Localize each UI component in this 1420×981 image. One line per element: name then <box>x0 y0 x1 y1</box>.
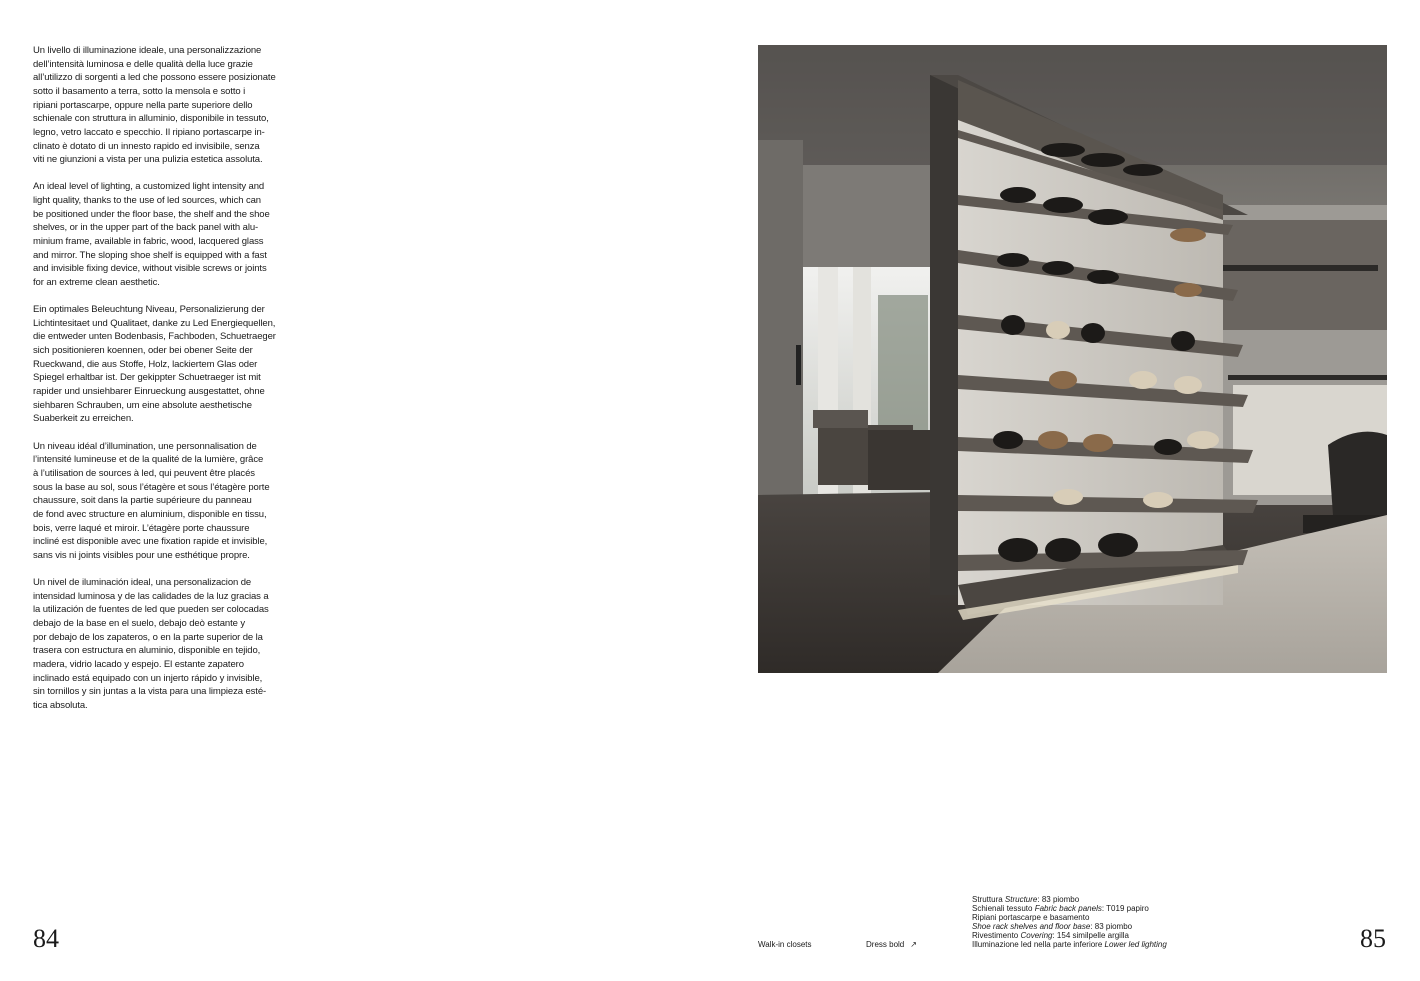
arrow-up-right-icon: ↗ <box>910 940 917 949</box>
spec-line: Struttura Structure: 83 piombo <box>972 895 1080 904</box>
spec-line: Illuminazione led nella parte inferiore Lower led lighting <box>972 940 1167 950</box>
spec-line: Ripiani portascarpe e basamento <box>972 913 1090 923</box>
spec-line: Schienali tessuto Fabric back panels: T019 papiro <box>972 904 1149 914</box>
paragraph-german: Ein optimales Beleuchtung Niveau, Personalizierung der Lichtintesitaet und Qualitaet, danke zu Led Energiequellen, die entweder unten Bodenbasis, Fachboden, Schuetraeger sich positionieren koennen, oder bei obener Seite der Rueckwand, die aus Stoffe, Holz, lackiertem Glas oder Spiegel erhaltbar ist. Der gekippter Schuetraeger ist mit rapider und unsiehbarer Einrueckung ausgestattet, ohne siehbaren Schrauben, um eine absolute aesthetische Suaberkeit zu erreichen. <box>33 304 276 425</box>
paragraph-english: An ideal level of lighting, a customized light intensity and light quality, thanks to the use of led sources, which can be positioned under the floor base, the shelf and the shoe shelves, or in the upper part of the back panel with alu- minium frame, available in fabric, wood, lacquered glass and mirror. The sloping shoe shelf is equipped with a fast and invisible fixing device, without visible screws or joints for an extreme clean aesthetic. <box>33 181 270 288</box>
page-number-left: 84 <box>33 924 59 953</box>
product-specifications <box>972 895 1232 950</box>
page-number-right: 85 <box>1360 924 1386 953</box>
spec-line: Shoe rack shelves and floor base: 83 piombo <box>972 922 1133 932</box>
footer-product-link[interactable] <box>866 940 917 949</box>
paragraph-italian: Un livello di illuminazione ideale, una personalizzazione dell’intensità luminosa e delle qualità della luce grazie all’utilizzo di sorgenti a led che possono essere posizionate sotto il basamento a terra, sotto la mensola e sotto i ripiani portascarpe, oppure nella parte superiore dello schienale con struttura in alluminio, disponibile in tessuto, legno, vetro laccato e specchio. Il ripiano portascarpe in- clinato è dotato di un innesto rapido ed invisibile, senza viti ne giunzioni a vista per una pulizia estetica assoluta. <box>33 45 276 166</box>
spec-line: Rivestimento Covering: 154 similpelle argilla <box>972 931 1129 941</box>
description-text-column <box>33 44 289 726</box>
paragraph-french: Un niveau idéal d’illumination, une personnalisation de l’intensité lumineuse et de la qualité de la lumière, grâce à l’utilisation de sources à led, qui peuvent être placés sous la base au sol, sous l’étagère et sous l’étagère porte chaussure, soit dans la partie supérieure du panneau de fond avec structure en aluminium, disponible en tissu, bois, verre laqué et miroir. L’étagère porte chaussure incliné est disponible avec une fixation rapide et invisible, sans vis ni joints visibles pour une esthétique propre. <box>33 440 270 561</box>
footer-product-label: Dress bold <box>866 940 905 949</box>
paragraph-spanish: Un nivel de iluminación ideal, una personalizacion de intensidad luminosa y de las calidades de la luz gracias a la utilización de fuentes de led que pueden ser colocadas debajo de la base en el suelo, debajo deò estante y por debajo de los zapateros, o en la parte superior de la trasera con estructura en aluminio, disponible en tejido, madera, vidrio lacado y espejo. El estante zapatero inclinado está equipado con un injerto rápido y invisible, sin tornillos y sin juntas a la vista para una limpieza esté- tica absoluta. <box>33 576 269 711</box>
right-page <box>710 0 1420 981</box>
footer-section-link[interactable]: Walk-in closets <box>758 940 812 949</box>
